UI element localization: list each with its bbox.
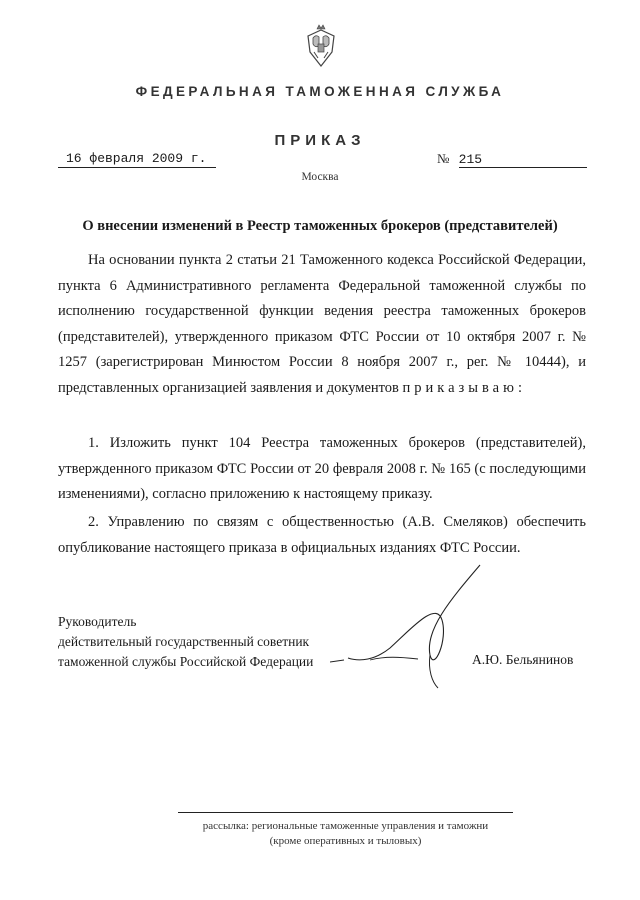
distribution-line-2: (кроме оперативных и тыловых) bbox=[269, 835, 422, 847]
number-sign: № bbox=[437, 151, 450, 166]
signatory-name: А.Ю. Бельянинов bbox=[472, 652, 574, 667]
directive-word: приказываю: bbox=[402, 379, 526, 396]
distribution-list bbox=[178, 812, 513, 849]
preamble-text: На основании пункта 2 статьи 21 Таможенного кодекса Российской Федерации, пункта 6 Административного регламента Федеральной таможенной службы по исполнению государственной функции ведения реестра таможенных брокеров (представителей), утвержденного приказом ФТС России от 10 октября 2007 г. № 1257 (зарегистрирован Минюстом России 8 ноября 2007 г., рег. № 10444), и представленных организацией заявления и документов bbox=[58, 252, 586, 396]
order-subject: О внесении изменений в Реестр таможенных брокеров (представителей) bbox=[82, 218, 558, 234]
signatory-title bbox=[58, 612, 313, 672]
distribution-line-1: рассылка: региональные таможенные управления и таможни bbox=[202, 820, 489, 832]
order-date: 16 февраля 2009 г. bbox=[58, 151, 216, 168]
handwritten-signature bbox=[330, 560, 520, 690]
signatory-title-line-2: действительный государственный советник bbox=[58, 634, 310, 649]
order-number: 215 bbox=[459, 152, 587, 168]
agency-name: ФЕДЕРАЛЬНАЯ ТАМОЖЕННАЯ СЛУЖБА bbox=[135, 84, 505, 99]
item-2-paragraph: 2. Управлению по связям с общественностью (А.В. Смеляков) обеспечить опубликование настоящего приказа в официальных изданиях ФТС России. bbox=[58, 514, 586, 556]
item-1-paragraph: 1. Изложить пункт 104 Реестра таможенных брокеров (представителей), утвержденного приказом ФТС России от 20 февраля 2008 г. № 165 (с последующими изменениями), согласно приложению к настоящему приказу. bbox=[58, 435, 586, 502]
city: Москва bbox=[301, 171, 339, 183]
order-number-field bbox=[437, 151, 587, 168]
document-type: ПРИКАЗ bbox=[274, 132, 366, 149]
double-headed-eagle-emblem-icon bbox=[302, 22, 340, 68]
preamble-paragraph bbox=[58, 248, 586, 401]
signatory-title-line-3: таможенной службы Российской Федерации bbox=[58, 654, 314, 669]
signatory-title-line-1: Руководитель bbox=[58, 614, 137, 629]
